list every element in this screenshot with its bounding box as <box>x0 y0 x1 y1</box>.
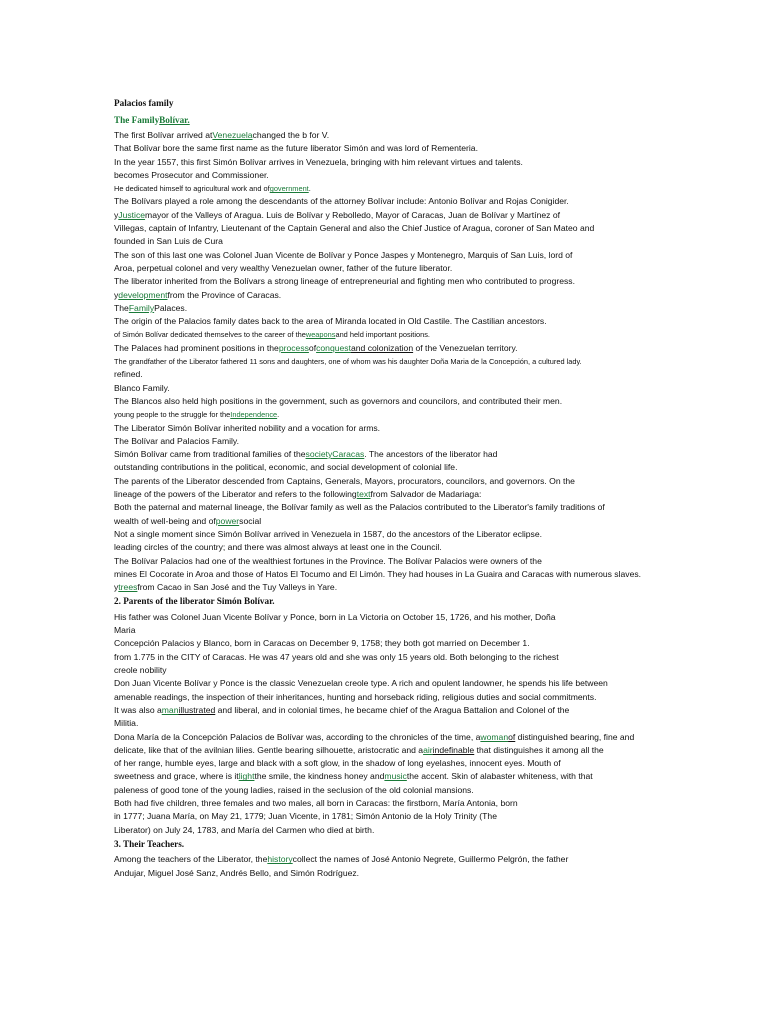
text-run: In the year 1557, this first Simón Bolívar arrives in Venezuela, bringing with him relevant virtues and talents. <box>114 156 523 167</box>
text-run: The Bolívar Palacios had one of the wealthiest fortunes in the Province. The Bolívar Palacios were owners of the <box>114 555 542 566</box>
text-run: of her range, humble eyes, large and black with a soft glow, in the shadow of long eyelashes, innocent eyes. Mouth of <box>114 758 561 769</box>
text-run: refined. <box>114 369 143 380</box>
text-run: founded in San Luis de Cura <box>114 236 223 247</box>
hyperlink[interactable]: Justice <box>118 209 146 220</box>
text-run: The Liberator Simón Bolívar inherited nobility and a vocation for arms. <box>114 422 381 433</box>
text-run: from Salvador de Madariaga: <box>370 489 482 500</box>
text-run: wealth of well-being and of <box>114 515 216 526</box>
text-run: Villegas, captain of Infantry, Lieutenant of the Captain General and also the Chief Justice of Aragua, coroner of San Mateo and <box>114 223 595 234</box>
text-run: The Bolívars played a role among the descendants of the attorney Bolívar include: Antonio Bolívar and Rojas Conigider. <box>114 196 569 207</box>
section-heading <box>114 594 664 609</box>
hyperlink[interactable]: man <box>161 704 179 715</box>
hyperlink[interactable]: power <box>215 515 240 526</box>
hyperlink[interactable]: air <box>423 744 433 755</box>
text-line <box>114 624 664 637</box>
text-run: collect the names of José Antonio Negrete, Guillermo Pelgrón, the father <box>292 854 569 865</box>
text-line <box>114 382 664 395</box>
text-run: mines El Cocorate in Aroa and those of Hatos El Tocumo and El Limón. They had houses in La Guaira and Caracas with numerous slaves. <box>114 568 642 579</box>
hyperlink[interactable]: Caracas <box>332 449 365 460</box>
text-line <box>114 209 664 222</box>
text-run: . <box>308 184 311 194</box>
text-run: The liberator inherited from the Bolívars a strong lineage of entrepreneurial and fighting men who contributed to progress. <box>114 276 575 287</box>
text-line <box>114 611 664 624</box>
text-line <box>114 717 664 730</box>
text-run: of Simón Bolívar dedicated themselves to the career of the <box>114 330 306 340</box>
text-line <box>114 195 664 208</box>
hyperlink[interactable]: conquest <box>316 342 351 353</box>
text-run: the accent. Skin of alabaster whiteness, with that <box>406 771 593 782</box>
text-line <box>114 249 664 262</box>
text-run: of <box>308 342 317 353</box>
text-run: indefinable <box>432 744 475 755</box>
text-line <box>114 824 664 837</box>
text-line <box>114 541 664 554</box>
text-run: The son of this last one was Colonel Juan Vicente de Bolívar y Ponce Jaspes y Montenegro, Marquis of San Luis, lord of <box>114 249 573 260</box>
text-line <box>114 515 664 528</box>
text-line <box>114 528 664 541</box>
text-run: 2. Parents of the liberator Simón Bolívar. <box>114 596 275 607</box>
text-run: Simón Bolívar came from traditional families of the <box>114 449 306 460</box>
text-line <box>114 235 664 248</box>
text-line <box>114 328 664 341</box>
text-line <box>114 677 664 690</box>
text-run: of the Venezuelan territory. <box>413 342 518 353</box>
hyperlink[interactable]: woman <box>480 731 509 742</box>
text-run: Don Juan Vicente Bolívar y Ponce is the classic Venezuelan creole type. A rich and opulent landowner, he spends his life between <box>114 678 608 689</box>
text-run: He dedicated himself to agricultural work and of <box>114 184 270 194</box>
text-run: Militia. <box>114 718 139 729</box>
document-body <box>114 96 664 880</box>
text-run: that distinguishes it among all the <box>474 744 604 755</box>
text-line <box>114 867 664 880</box>
text-line <box>114 342 664 355</box>
text-run: sweetness and grace, where is it <box>114 771 239 782</box>
hyperlink[interactable]: text <box>356 489 371 500</box>
text-run: Not a single moment since Simón Bolívar arrived in Venezuela in 1587, do the ancestors of the Liberator eclipse. <box>114 528 543 539</box>
text-line <box>114 581 664 594</box>
text-run: distinguished bearing, fine and <box>515 731 635 742</box>
hyperlink[interactable]: trees <box>118 582 138 593</box>
text-run: paleness of good tone of the young ladies, raised in the seclusion of the old colonial mansions. <box>114 784 474 795</box>
text-line <box>114 555 664 568</box>
text-run: mayor of the Valleys of Aragua. Luis de Bolívar y Rebolledo, Mayor of Caracas, Juan de Bolívar y Martínez of <box>145 209 560 220</box>
hyperlink[interactable]: society <box>305 449 333 460</box>
text-run: y <box>114 209 119 220</box>
text-run: Bolívar. <box>159 114 190 125</box>
text-line <box>114 302 664 315</box>
text-run: The Palaces had prominent positions in the <box>114 342 279 353</box>
text-run: from 1.775 in the CITY of Caracas. He was 47 years old and she was only 15 years old. Both belonging to the richest <box>114 651 559 662</box>
text-run: Both had five children, three females and two males, all born in Caracas: the firstborn, María Antonia, born <box>114 798 518 809</box>
text-line <box>114 461 664 474</box>
text-line <box>114 770 664 783</box>
text-run: young people to the struggle for the <box>114 410 231 420</box>
text-run: social <box>239 515 262 526</box>
text-run: from Cacao in San José and the Tuy Valleys in Yare. <box>137 582 338 593</box>
text-line <box>114 262 664 275</box>
text-run: The first Bolívar arrived at <box>114 130 213 140</box>
text-run: creole nobility <box>114 665 167 676</box>
text-run: Dona María de la Concepción Palacios de Bolívar was, according to the chronicles of the time, a <box>114 731 481 742</box>
text-line <box>114 129 664 142</box>
hyperlink[interactable]: music <box>384 771 407 782</box>
text-line <box>114 182 664 195</box>
text-line <box>114 315 664 328</box>
text-line <box>114 355 664 368</box>
text-line <box>114 368 664 381</box>
hyperlink[interactable]: development <box>118 289 168 300</box>
text-run: The origin of the Palacios family dates back to the area of Miranda located in Old Castile. The Castilian ancestors. <box>114 316 547 327</box>
text-run: changed the b for V. <box>252 130 330 140</box>
section-heading <box>114 837 664 852</box>
text-run: leading circles of the country; and there was almost always at least one in the Council. <box>114 542 442 553</box>
text-line <box>114 568 664 581</box>
text-run: His father was Colonel Juan Vicente Bolívar y Ponce, born in La Victoria on October 15, 1726, and his mother, Doña <box>114 611 556 622</box>
text-line <box>114 475 664 488</box>
hyperlink[interactable]: weapons <box>305 330 336 340</box>
text-run: and colonization <box>350 342 414 353</box>
text-run: . The ancestors of the liberator had <box>364 449 498 460</box>
text-line <box>114 797 664 810</box>
text-run: becomes Prosecutor and Commissioner. <box>114 169 269 180</box>
text-line <box>114 853 664 866</box>
text-line <box>114 744 664 757</box>
text-run: . <box>277 410 280 420</box>
text-line <box>114 408 664 421</box>
text-run: in 1777; Juana María, on May 21, 1779; Juan Vicente, in 1781; Simón Antonio de la Holy Trinity (The <box>114 811 497 822</box>
text-line <box>114 448 664 461</box>
text-line <box>114 784 664 797</box>
text-line <box>114 731 664 744</box>
text-run: Aroa, perpetual colonel and very wealthy Venezuelan owner, father of the future liberator. <box>114 262 453 273</box>
text-line <box>114 395 664 408</box>
text-line <box>114 704 664 717</box>
text-run: Blanco Family. <box>114 382 170 393</box>
text-line <box>114 289 664 302</box>
hyperlink[interactable]: government <box>269 184 309 194</box>
text-run: It was also a <box>114 704 162 715</box>
text-run: outstanding contributions in the political, economic, and social development of colonial life. <box>114 462 458 473</box>
text-run: Liberator) on July 24, 1783, and María del Carmen who died at birth. <box>114 824 375 835</box>
text-run: Both the paternal and maternal lineage, the Bolívar family as well as the Palacios contributed to the Liberator's family traditions of <box>114 502 605 513</box>
text-run: Among the teachers of the Liberator, the <box>114 854 268 865</box>
text-run: Palacios family <box>114 98 174 108</box>
text-line <box>114 169 664 182</box>
text-run: The grandfather of the Liberator fathered 11 sons and daughters, one of whom was his daughter Doña Maria de la Concepción, a cultured lady. <box>114 357 582 367</box>
hyperlink[interactable]: Independence <box>230 410 278 420</box>
text-line <box>114 156 664 169</box>
section-heading <box>114 96 664 111</box>
text-line <box>114 637 664 650</box>
text-line <box>114 142 664 155</box>
hyperlink[interactable]: Family <box>128 302 155 313</box>
hyperlink[interactable]: Venezuela <box>212 130 253 140</box>
text-run: delicate, like that of the avilnian lilies. Gentle bearing silhouette, aristocratic and a <box>114 744 424 755</box>
text-run: The <box>114 302 129 313</box>
text-run: The Blancos also held high positions in the government, such as governors and councilors, and contributed their men. <box>114 395 563 406</box>
text-run: That Bolívar bore the same first name as the future liberator Simón and was lord of Rementeria. <box>114 143 478 154</box>
text-line <box>114 664 664 677</box>
text-line <box>114 691 664 704</box>
text-line <box>114 757 664 770</box>
text-run: illustrated <box>178 704 216 715</box>
text-line <box>114 810 664 823</box>
text-run: Palaces. <box>154 302 188 313</box>
text-line <box>114 435 664 448</box>
text-run: and held important positions. <box>335 330 430 340</box>
section-heading <box>114 113 664 128</box>
text-run: and liberal, and in colonial times, he became chief of the Aragua Battalion and Colonel of the <box>215 704 570 715</box>
text-line <box>114 275 664 288</box>
text-line <box>114 501 664 514</box>
text-run: of <box>508 731 516 742</box>
hyperlink[interactable]: history <box>267 854 293 865</box>
hyperlink[interactable]: light <box>238 771 255 782</box>
text-run: amenable readings, the inspection of their inheritances, hunting and horseback riding, religious duties and social commitments. <box>114 691 597 702</box>
text-run: Maria <box>114 625 136 636</box>
text-run: The parents of the Liberator descended from Captains, Generals, Mayors, procurators, councilors, and governors. On the <box>114 475 575 486</box>
text-run: 3. Their Teachers. <box>114 838 185 849</box>
text-run: Concepción Palacios y Blanco, born in Caracas on December 9, 1758; they both got married on December 1. <box>114 638 530 649</box>
text-run: Andujar, Miguel José Sanz, Andrés Bello, and Simón Rodríguez. <box>114 867 360 878</box>
text-line <box>114 422 664 435</box>
hyperlink[interactable]: process <box>278 342 309 353</box>
text-line <box>114 488 664 501</box>
text-line <box>114 222 664 235</box>
text-run: from the Province of Caracas. <box>167 289 282 300</box>
text-run: The Bolívar and Palacios Family. <box>114 435 239 446</box>
text-run: y <box>114 582 119 593</box>
text-run: The Family <box>114 114 160 125</box>
text-run: the smile, the kindness honey and <box>254 771 385 782</box>
text-run: lineage of the powers of the Liberator and refers to the following <box>114 489 357 500</box>
text-line <box>114 651 664 664</box>
text-run: y <box>114 289 119 300</box>
